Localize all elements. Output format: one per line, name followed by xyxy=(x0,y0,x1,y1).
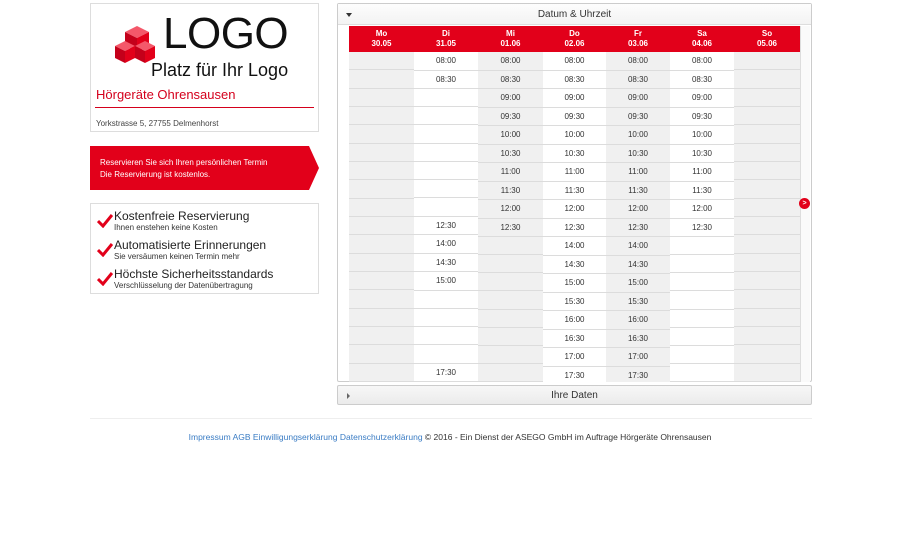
empty-slot xyxy=(670,273,734,291)
empty-slot xyxy=(734,144,800,162)
logo-word: LOGO xyxy=(163,9,289,58)
day-name: Di xyxy=(442,29,450,38)
empty-slot xyxy=(349,107,414,125)
empty-slot xyxy=(349,125,414,143)
feature-title: Kostenfreie Reservierung xyxy=(114,209,250,223)
caret-down-icon xyxy=(346,13,352,17)
day-header xyxy=(478,26,543,52)
empty-slot xyxy=(349,327,414,345)
empty-slot xyxy=(414,327,478,345)
time-slot[interactable]: 14:00 xyxy=(543,237,606,256)
time-slot[interactable]: 11:00 xyxy=(478,163,543,182)
time-slot[interactable]: 11:00 xyxy=(606,163,670,182)
empty-slot xyxy=(414,144,478,162)
time-slot[interactable]: 08:00 xyxy=(478,52,543,71)
panel-title: Datum & Uhrzeit xyxy=(537,9,612,20)
empty-slot xyxy=(349,199,414,217)
time-slot[interactable]: 08:30 xyxy=(543,71,606,90)
empty-slot xyxy=(414,107,478,125)
day-header xyxy=(606,26,670,52)
day-column xyxy=(734,52,800,382)
time-slot[interactable]: 10:00 xyxy=(606,126,670,145)
empty-slot xyxy=(478,328,543,346)
time-slot[interactable]: 11:30 xyxy=(670,182,734,201)
date-time-panel-header[interactable] xyxy=(338,4,811,25)
time-slot[interactable]: 17:00 xyxy=(606,348,670,367)
day-date: 02.06 xyxy=(564,39,585,48)
time-slot[interactable]: 10:30 xyxy=(543,145,606,164)
day-name: So xyxy=(761,29,773,38)
day-column xyxy=(478,52,543,382)
empty-slot xyxy=(349,272,414,290)
time-slot[interactable]: 11:30 xyxy=(543,182,606,201)
empty-slot xyxy=(734,107,800,125)
time-slot[interactable]: 08:30 xyxy=(606,71,670,90)
divider xyxy=(95,107,314,108)
time-slot[interactable]: 11:00 xyxy=(670,163,734,182)
time-slot[interactable]: 17:30 xyxy=(606,367,670,383)
time-slot[interactable]: 16:00 xyxy=(543,311,606,330)
empty-slot xyxy=(349,162,414,180)
empty-slot xyxy=(478,273,543,291)
banner-line-1: Reservieren Sie sich Ihren persönlichen Termin xyxy=(100,158,268,167)
feature-title: Höchste Sicherheitsstandards xyxy=(114,267,274,281)
empty-slot xyxy=(349,52,414,70)
footer-link-impressum[interactable]: Impressum xyxy=(188,432,231,442)
time-slot[interactable]: 15:30 xyxy=(543,293,606,312)
time-slot[interactable]: 12:30 xyxy=(478,219,543,238)
feature-subtitle: Verschlüsselung der Datenübertragung xyxy=(114,281,253,290)
footer-link-consent[interactable]: Einwilligungserklärung xyxy=(252,432,338,442)
appointment-calendar xyxy=(349,26,800,382)
day-date: 04.06 xyxy=(691,39,713,48)
time-slot[interactable]: 14:30 xyxy=(414,254,478,273)
empty-slot xyxy=(734,309,800,327)
day-header xyxy=(670,26,734,52)
time-slot[interactable]: 09:00 xyxy=(478,89,543,108)
empty-slot xyxy=(349,217,414,235)
empty-slot xyxy=(414,89,478,107)
time-slot[interactable]: 09:00 xyxy=(543,89,606,108)
next-week-button[interactable]: > xyxy=(799,198,810,209)
empty-slot xyxy=(349,309,414,327)
day-name: Mi xyxy=(506,29,515,38)
calendar-time-grid xyxy=(349,52,800,382)
time-slot[interactable]: 14:00 xyxy=(414,235,478,254)
empty-slot xyxy=(349,364,414,382)
logo xyxy=(113,10,313,80)
empty-slot xyxy=(414,291,478,309)
empty-slot xyxy=(734,235,800,253)
empty-slot xyxy=(478,310,543,328)
time-slot[interactable]: 08:00 xyxy=(414,52,478,71)
cubes-logo-icon xyxy=(113,18,155,64)
time-slot[interactable]: 10:30 xyxy=(670,145,734,164)
time-slot[interactable]: 14:30 xyxy=(606,256,670,275)
time-slot[interactable]: 08:30 xyxy=(478,71,543,90)
empty-slot xyxy=(349,290,414,308)
time-slot[interactable]: 12:00 xyxy=(606,200,670,219)
empty-slot xyxy=(670,255,734,273)
empty-slot xyxy=(670,237,734,255)
company-address: Yorkstrasse 5, 27755 Delmenhorst xyxy=(96,119,219,128)
time-slot[interactable]: 12:00 xyxy=(670,200,734,219)
day-column xyxy=(606,52,670,382)
time-slot[interactable]: 09:30 xyxy=(543,108,606,127)
time-slot[interactable]: 10:00 xyxy=(478,126,543,145)
empty-slot xyxy=(734,327,800,345)
time-slot[interactable]: 09:00 xyxy=(606,89,670,108)
empty-slot xyxy=(734,125,800,143)
day-header xyxy=(543,26,606,52)
empty-slot xyxy=(478,255,543,273)
empty-slot xyxy=(349,70,414,88)
day-header xyxy=(734,26,800,52)
panel2-title: Ihre Daten xyxy=(551,390,598,401)
empty-slot xyxy=(414,180,478,198)
day-date: 03.06 xyxy=(627,39,649,48)
time-slot[interactable]: 16:30 xyxy=(606,330,670,349)
day-column xyxy=(414,52,478,382)
time-slot[interactable]: 11:30 xyxy=(606,182,670,201)
empty-slot xyxy=(734,345,800,363)
checkmark-icon xyxy=(97,214,113,228)
empty-slot xyxy=(670,364,734,382)
day-header xyxy=(349,26,414,52)
empty-slot xyxy=(478,364,543,382)
time-slot[interactable]: 15:00 xyxy=(543,274,606,293)
time-slot[interactable]: 15:00 xyxy=(606,274,670,293)
time-slot[interactable]: 14:00 xyxy=(606,237,670,256)
time-slot[interactable]: 12:00 xyxy=(543,200,606,219)
time-slot[interactable]: 12:30 xyxy=(414,217,478,236)
empty-slot xyxy=(414,198,478,216)
banner-line-2: Die Reservierung ist kostenlos. xyxy=(100,170,211,179)
empty-slot xyxy=(414,345,478,363)
empty-slot xyxy=(478,346,543,364)
time-slot[interactable]: 10:30 xyxy=(478,145,543,164)
time-slot[interactable]: 08:30 xyxy=(414,71,478,90)
empty-slot xyxy=(670,346,734,364)
empty-slot xyxy=(349,235,414,253)
logo-card xyxy=(90,3,319,132)
feature-item xyxy=(95,238,315,266)
time-slot[interactable]: 09:30 xyxy=(606,108,670,127)
time-slot[interactable]: 11:30 xyxy=(478,182,543,201)
empty-slot xyxy=(734,180,800,198)
empty-slot xyxy=(478,237,543,255)
time-slot[interactable]: 08:00 xyxy=(606,52,670,71)
time-slot[interactable]: 16:00 xyxy=(606,311,670,330)
day-date: 05.06 xyxy=(756,39,778,48)
date-time-panel xyxy=(337,3,812,382)
day-header xyxy=(414,26,478,52)
time-slot[interactable]: 12:30 xyxy=(670,219,734,238)
time-slot[interactable]: 14:30 xyxy=(543,256,606,275)
footer-link-privacy[interactable]: Datenschutzerklärung xyxy=(339,432,423,442)
features-card xyxy=(90,203,319,294)
empty-slot xyxy=(734,364,800,382)
empty-slot xyxy=(414,309,478,327)
time-slot[interactable]: 10:00 xyxy=(670,126,734,145)
empty-slot xyxy=(478,291,543,309)
empty-slot xyxy=(734,52,800,70)
day-column xyxy=(349,52,414,382)
footer xyxy=(0,432,900,442)
company-name: Hörgeräte Ohrensausen xyxy=(96,87,236,102)
time-slot[interactable]: 12:30 xyxy=(543,219,606,238)
empty-slot xyxy=(349,254,414,272)
empty-slot xyxy=(734,290,800,308)
empty-slot xyxy=(734,89,800,107)
feature-item xyxy=(95,209,315,237)
day-date: 31.05 xyxy=(435,39,457,48)
checkmark-icon xyxy=(97,243,113,257)
feature-title: Automatisierte Erinnerungen xyxy=(114,238,267,252)
time-slot[interactable]: 09:00 xyxy=(670,89,734,108)
empty-slot xyxy=(670,328,734,346)
day-date: 01.06 xyxy=(500,39,521,48)
empty-slot xyxy=(734,70,800,88)
empty-slot xyxy=(349,345,414,363)
logo-subtitle: Platz für Ihr Logo xyxy=(151,60,289,80)
calendar-day-header xyxy=(349,26,800,52)
time-slot[interactable]: 08:00 xyxy=(670,52,734,71)
feature-subtitle: Ihnen enstehen keine Kosten xyxy=(114,223,218,232)
empty-slot xyxy=(734,217,800,235)
caret-right-icon xyxy=(347,393,350,399)
empty-slot xyxy=(349,180,414,198)
feature-subtitle: Sie versäumen keinen Termin mehr xyxy=(114,252,240,261)
feature-item xyxy=(95,267,315,295)
time-slot[interactable]: 08:00 xyxy=(543,52,606,71)
day-name: Fr xyxy=(634,29,642,38)
empty-slot xyxy=(349,89,414,107)
empty-slot xyxy=(414,125,478,143)
checkmark-icon xyxy=(97,272,113,286)
day-column xyxy=(543,52,606,382)
day-name: Mo xyxy=(375,29,388,38)
empty-slot xyxy=(349,144,414,162)
empty-slot xyxy=(414,162,478,180)
time-slot[interactable]: 12:00 xyxy=(478,200,543,219)
time-slot[interactable]: 10:30 xyxy=(606,145,670,164)
time-slot[interactable]: 15:30 xyxy=(606,293,670,312)
time-slot[interactable]: 15:00 xyxy=(414,272,478,291)
time-slot[interactable]: 17:30 xyxy=(414,364,478,382)
day-name: Sa xyxy=(697,29,707,38)
your-data-panel-header[interactable] xyxy=(337,385,812,405)
time-slot[interactable]: 11:00 xyxy=(543,163,606,182)
footer-divider xyxy=(90,418,812,419)
time-slot[interactable]: 17:00 xyxy=(543,348,606,367)
empty-slot xyxy=(734,272,800,290)
empty-slot xyxy=(670,310,734,328)
banner-text xyxy=(100,157,268,181)
footer-link-agb[interactable]: AGB xyxy=(232,432,251,442)
empty-slot xyxy=(734,254,800,272)
day-date: 30.05 xyxy=(371,39,392,48)
time-slot[interactable]: 08:30 xyxy=(670,71,734,90)
empty-slot xyxy=(734,199,800,217)
reservation-banner xyxy=(90,146,319,190)
empty-slot xyxy=(670,291,734,309)
day-column xyxy=(670,52,734,382)
time-slot[interactable]: 12:30 xyxy=(606,219,670,238)
empty-slot xyxy=(734,162,800,180)
footer-copyright: © 2016 - Ein Dienst der ASEGO GmbH im Auftrage Hörgeräte Ohrensausen xyxy=(424,432,712,442)
time-slot[interactable]: 09:30 xyxy=(670,108,734,127)
time-slot[interactable]: 16:30 xyxy=(543,330,606,349)
time-slot[interactable]: 17:30 xyxy=(543,367,606,383)
day-name: Do xyxy=(569,29,580,38)
time-slot[interactable]: 09:30 xyxy=(478,108,543,127)
time-slot[interactable]: 10:00 xyxy=(543,126,606,145)
